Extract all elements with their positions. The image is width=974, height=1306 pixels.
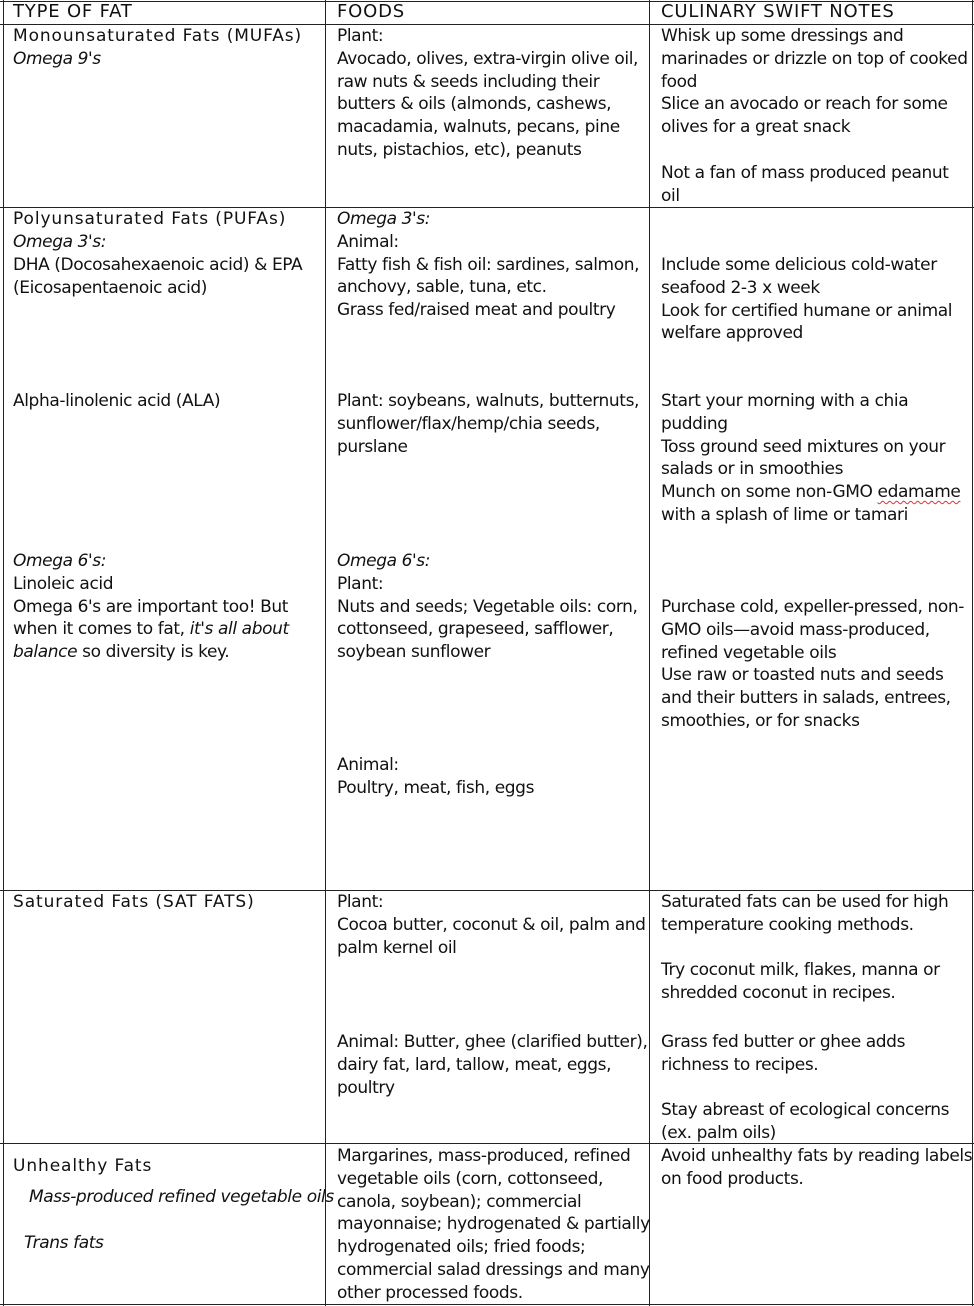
mufa-notes-line: Whisk up some dressings and: [661, 26, 904, 46]
unhealthy-foods-line: Margarines, mass-produced, refined: [337, 1146, 631, 1166]
pufa-fish-notes: [661, 254, 952, 345]
pufa-omega6: [13, 550, 289, 664]
omega6-text: so diversity is key.: [77, 642, 230, 663]
omega6-subtitle: Omega 6's:: [13, 551, 107, 571]
pufa-omega6-notes: [661, 596, 964, 733]
mufa-notes-line: marinades or drizzle on top of cooked: [661, 48, 968, 69]
unhealthy-foods-line: commercial salad dressings and many: [337, 1259, 650, 1280]
header-foods: FOODS: [337, 1, 405, 22]
ala-notes-line: Toss ground seed mixtures on your: [661, 436, 946, 457]
column-divider: [3, 0, 4, 1306]
ala-foods-line: sunflower/flax/hemp/chia seeds,: [337, 413, 600, 434]
plant-label: Plant:: [337, 573, 384, 594]
omega6-line: [13, 618, 289, 641]
ala-foods-line: Plant: soybeans, walnuts, butternuts,: [337, 391, 640, 411]
omega6-foods-line: soybean sunflower: [337, 642, 491, 663]
spellcheck-word: edamame: [877, 482, 961, 503]
header-culinary-notes: CULINARY SWIFT NOTES: [661, 1, 895, 22]
omega6-animal-line: Poultry, meat, fish, eggs: [337, 777, 535, 798]
mufa-notes-line: Slice an avocado or reach for some: [661, 94, 948, 115]
mufa-title: Monounsaturated Fats (MUFAs): [13, 26, 303, 46]
sat-animal-line: dairy fat, lard, tallow, meat, eggs,: [337, 1054, 612, 1075]
fish-notes-line: Look for certified humane or animal: [661, 300, 953, 321]
sat-notes-d: [661, 1099, 949, 1145]
omega6-line: Omega 6's are important too! But: [13, 596, 289, 617]
mufa-notes-line: oil: [661, 185, 680, 206]
mufa-subtitle: Omega 9's: [13, 49, 101, 69]
unhealthy-sub-oils: Mass-produced refined vegetable oils: [29, 1187, 334, 1207]
column-divider: [325, 0, 326, 1306]
fish-notes-line: welfare approved: [661, 323, 803, 344]
column-divider: [972, 0, 973, 1306]
sat-notes-line: Grass fed butter or ghee adds: [661, 1032, 906, 1052]
mufa-foods-line: butters & oils (almonds, cashews,: [337, 94, 612, 115]
unhealthy-foods: [337, 1145, 650, 1305]
pufa-title: Polyunsaturated Fats (PUFAs): [13, 209, 287, 229]
mufa-foods-line: macadamia, walnuts, pecans, pine: [337, 117, 620, 138]
omega6-notes-line: refined vegetable oils: [661, 642, 837, 663]
fish-notes-line: Include some delicious cold-water: [661, 255, 937, 275]
sat-notes-line: Saturated fats can be used for high: [661, 892, 949, 912]
mufa-foods: [337, 25, 638, 162]
mufa-notes-line: Not a fan of mass produced peanut: [661, 162, 949, 183]
omega6-italic-text: balance: [13, 642, 78, 663]
fish-foods-line: Grass fed/raised meat and poultry: [337, 300, 616, 321]
omega6-line: Linoleic acid: [13, 573, 114, 594]
omega6-text: when it comes to fat,: [13, 619, 190, 640]
omega6-foods-line: Nuts and seeds; Vegetable oils: corn,: [337, 596, 638, 617]
sat-notes-line: temperature cooking methods.: [661, 914, 914, 935]
ala-notes-line: [661, 481, 960, 504]
omega6-notes-line: Purchase cold, expeller-pressed, non-: [661, 597, 965, 617]
sat-notes-line: richness to recipes.: [661, 1054, 819, 1075]
sat-animal-line: poultry: [337, 1077, 395, 1098]
animal-label: Animal:: [337, 755, 399, 775]
ala-notes-line: Start your morning with a chia: [661, 391, 909, 411]
column-divider: [649, 0, 650, 1306]
plant-label: Plant:: [337, 892, 384, 912]
unhealthy-foods-line: hydrogenated oils; fried foods;: [337, 1237, 586, 1258]
unhealthy-foods-line: mayonnaise; hydrogenated & partially: [337, 1214, 650, 1235]
fish-notes-line: seafood 2-3 x week: [661, 277, 820, 298]
mufa-notes-line: olives for a great snack: [661, 117, 851, 138]
mufa-notes: [661, 25, 968, 207]
omega6-italic-text: it's all about: [189, 619, 289, 640]
sat-notes-line: (ex. palm oils): [661, 1122, 776, 1143]
sat-notes-c: [661, 1031, 905, 1077]
unhealthy-foods-line: vegetable oils (corn, cottonseed,: [337, 1168, 604, 1189]
ala-notes-line: pudding: [661, 413, 728, 434]
unhealthy-title: Unhealthy Fats: [13, 1156, 153, 1176]
pufa-omega3-foods: [337, 208, 639, 322]
mufa-foods-line: Avocado, olives, extra-virgin olive oil,: [337, 48, 639, 69]
sat-animal-foods: [337, 1031, 647, 1099]
pufa-ala: Alpha-linolenic acid (ALA): [13, 391, 221, 411]
pufa-omega6-animal: [337, 754, 534, 800]
mufa-foods-line: raw nuts & seeds including their: [337, 71, 600, 92]
omega6-notes-line: and their butters in salads, entrees,: [661, 688, 951, 709]
sat-plant-line: palm kernel oil: [337, 937, 457, 958]
dha-line: (Eicosapentaenoic acid): [13, 277, 208, 298]
pufa-omega6-foods: [337, 550, 638, 664]
omega6-notes-line: Use raw or toasted nuts and seeds: [661, 665, 944, 686]
dha-line: DHA (Docosahexaenoic acid) & EPA: [13, 255, 303, 275]
animal-label: Animal:: [337, 231, 399, 252]
pufa-dha-epa: [13, 254, 302, 300]
omega6-foods-line: cottonseed, grapeseed, safflower,: [337, 619, 614, 640]
sat-plant-line: Cocoa butter, coconut & oil, palm and: [337, 914, 646, 935]
unhealthy-sub-trans: Trans fats: [24, 1233, 104, 1253]
ala-notes-text: Munch on some non-GMO: [661, 482, 878, 503]
omega6-notes-line: GMO oils—avoid mass-produced,: [661, 619, 930, 640]
sat-notes-line: Stay abreast of ecological concerns: [661, 1100, 950, 1120]
unhealthy-notes-line: on food products.: [661, 1168, 804, 1189]
sat-title: Saturated Fats (SAT FATS): [13, 892, 255, 912]
unhealthy-foods-line: canola, soybean); commercial: [337, 1191, 582, 1212]
fish-foods-line: Fatty fish & fish oil: sardines, salmon,: [337, 254, 640, 275]
fish-foods-line: anchovy, sable, tuna, etc.: [337, 277, 547, 298]
mufa-foods-label: Plant:: [337, 26, 384, 46]
unhealthy-foods-line: other processed foods.: [337, 1282, 523, 1303]
omega6-notes-line: smoothies, or for snacks: [661, 710, 860, 731]
unhealthy-notes-line: Avoid unhealthy fats by reading labels: [661, 1146, 973, 1166]
sat-notes-line: Try coconut milk, flakes, manna or: [661, 960, 940, 980]
omega6-foods-heading: Omega 6's:: [337, 551, 431, 571]
pufa-ala-notes: [661, 390, 960, 527]
sat-notes-a: [661, 891, 948, 937]
omega3-foods-heading: Omega 3's:: [337, 209, 431, 229]
ala-notes-line: with a splash of lime or tamari: [661, 504, 908, 525]
pufa-ala-foods: [337, 390, 639, 458]
unhealthy-notes: [661, 1145, 972, 1191]
mufa-notes-line: food: [661, 71, 697, 92]
sat-notes-line: shredded coconut in recipes.: [661, 982, 896, 1003]
pufa-omega3-subtitle: Omega 3's:: [13, 232, 107, 252]
ala-notes-line: salads or in smoothies: [661, 459, 844, 480]
sat-plant-foods: [337, 891, 646, 959]
sat-animal-line: Animal: Butter, ghee (clarified butter),: [337, 1032, 648, 1052]
mufa-foods-line: nuts, pistachios, etc), peanuts: [337, 139, 582, 160]
ala-foods-line: purslane: [337, 436, 408, 457]
sat-notes-b: [661, 959, 940, 1005]
omega6-line: [13, 641, 289, 664]
header-type-of-fat: TYPE OF FAT: [13, 1, 133, 22]
